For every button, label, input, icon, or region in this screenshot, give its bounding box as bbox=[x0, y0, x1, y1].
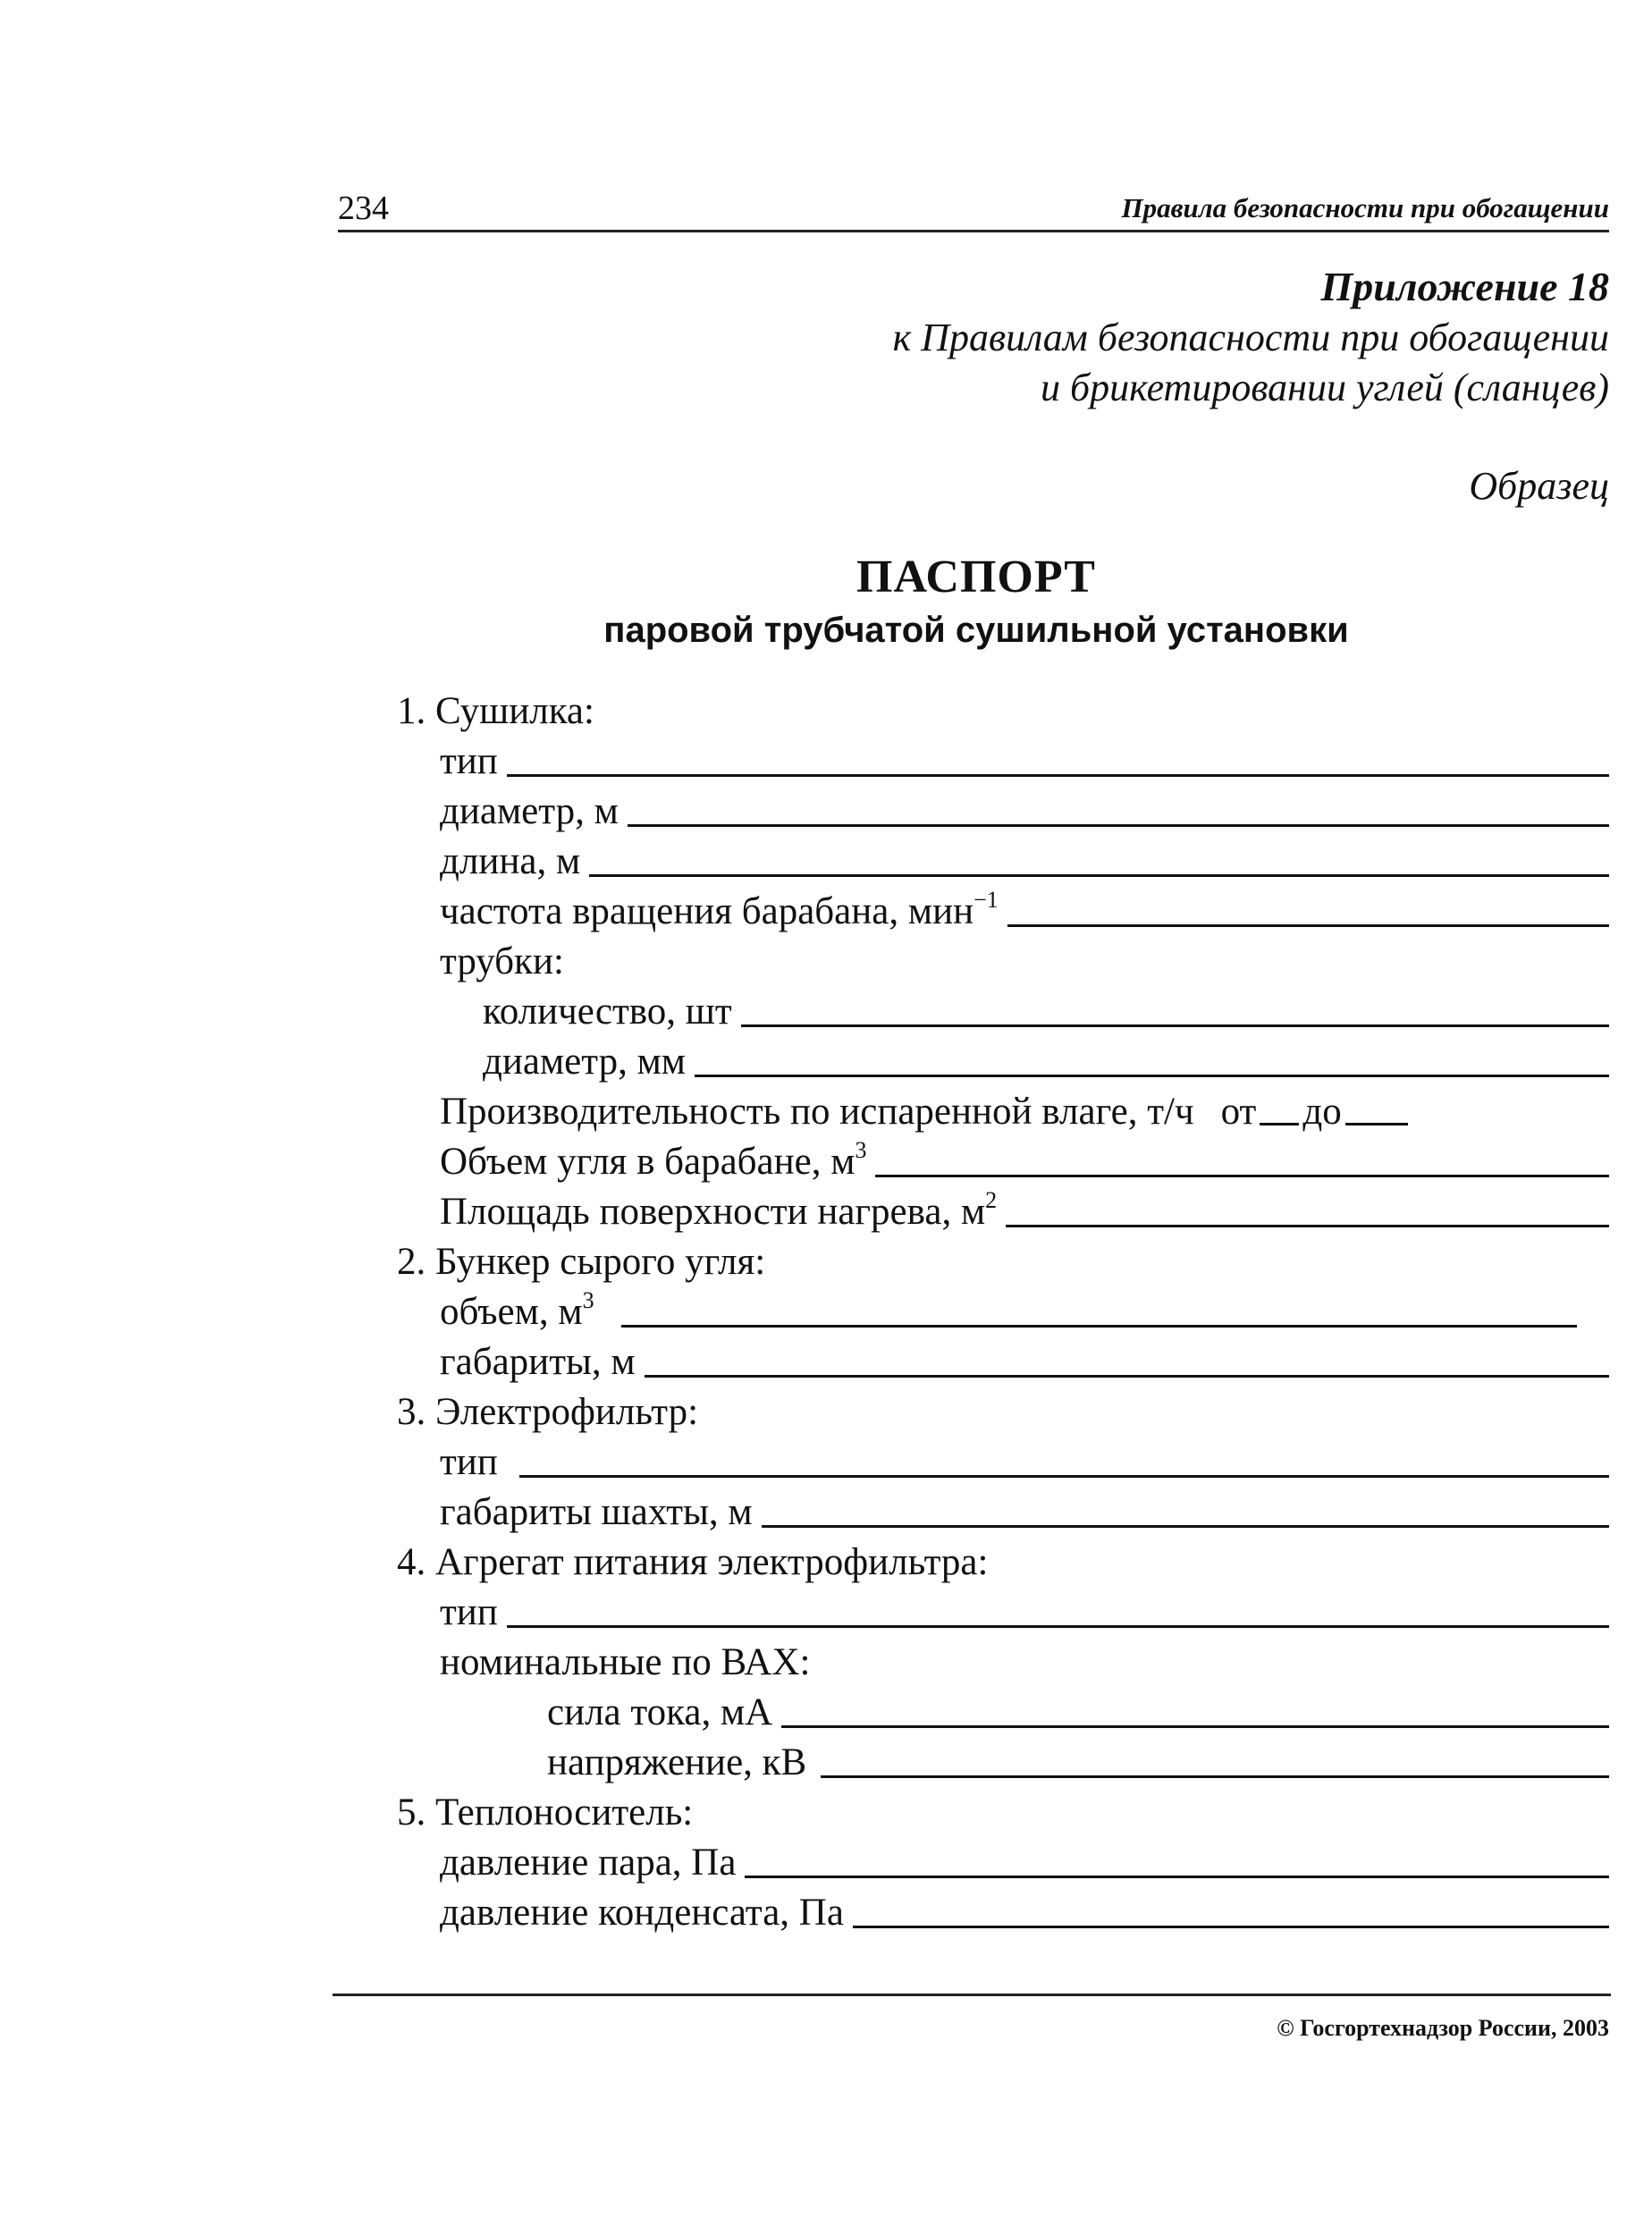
sample-label: Образец bbox=[1469, 464, 1609, 508]
shaft-dimensions-field[interactable] bbox=[762, 1525, 1609, 1528]
field-label: диаметр, м bbox=[440, 790, 619, 832]
appendix-line-1: к Правилам безопасности при обогащении bbox=[892, 316, 1609, 359]
field-label: тип bbox=[440, 1591, 498, 1633]
unit-exponent: 2 bbox=[985, 1187, 998, 1213]
range-to-label: до bbox=[1302, 1091, 1342, 1133]
productivity-row bbox=[440, 1084, 1609, 1134]
filter-type-field[interactable] bbox=[519, 1475, 1609, 1478]
condensate-pressure-field[interactable] bbox=[853, 1926, 1609, 1928]
bunker-volume-field[interactable] bbox=[621, 1325, 1577, 1328]
bunker-dimensions-field[interactable] bbox=[645, 1375, 1609, 1378]
bunker-volume-row bbox=[440, 1285, 1577, 1335]
bunker-dimensions-row bbox=[440, 1335, 1609, 1385]
field-label: Объем угля в барабане, м bbox=[440, 1141, 856, 1183]
field-label: Производительность по испаренной влаге, т/ч bbox=[440, 1091, 1194, 1133]
field-label: габариты, м bbox=[440, 1341, 636, 1383]
drum-rotation-row bbox=[440, 884, 1609, 934]
section-3-heading: 3. Электрофильтр: bbox=[397, 1391, 699, 1433]
productivity-to-field[interactable] bbox=[1345, 1116, 1408, 1125]
coal-volume-row bbox=[440, 1134, 1609, 1184]
field-label: количество, шт bbox=[483, 991, 732, 1033]
steam-pressure-row bbox=[440, 1835, 1609, 1885]
section-2-heading: 2. Бункер сырого угля: bbox=[397, 1241, 766, 1283]
tubes-heading: трубки: bbox=[440, 940, 564, 982]
unit-exponent: 3 bbox=[855, 1137, 867, 1163]
copyright-notice: © Госгортехнадзор России, 2003 bbox=[1277, 2015, 1609, 2041]
field-label: тип bbox=[440, 740, 498, 782]
section-1-heading: 1. Сушилка: bbox=[397, 690, 594, 732]
field-label: давление конденсата, Па bbox=[440, 1892, 844, 1934]
tubes-diameter-field[interactable] bbox=[695, 1075, 1609, 1077]
voltage-field[interactable] bbox=[821, 1775, 1609, 1778]
field-label: напряжение, кВ bbox=[547, 1741, 807, 1783]
field-label: объем, м bbox=[440, 1291, 583, 1333]
field-label: тип bbox=[440, 1441, 498, 1483]
field-label: диаметр, мм bbox=[483, 1041, 687, 1083]
unit-exponent: −1 bbox=[974, 887, 999, 913]
coal-volume-field[interactable] bbox=[875, 1175, 1609, 1177]
shaft-dimensions-row bbox=[440, 1485, 1609, 1535]
page-number: 234 bbox=[338, 190, 389, 227]
dryer-diameter-field[interactable] bbox=[628, 824, 1609, 827]
power-unit-type-row bbox=[440, 1585, 1609, 1635]
running-header bbox=[338, 183, 1609, 232]
running-title: Правила безопасности при обогащении bbox=[1121, 192, 1609, 223]
dryer-type-field[interactable] bbox=[507, 774, 1609, 777]
field-label: Площадь поверхности нагрева, м bbox=[440, 1191, 986, 1233]
unit-exponent: 3 bbox=[582, 1287, 594, 1313]
document-subtitle: паровой трубчатой сушильной установки bbox=[603, 611, 1349, 650]
voltage-row bbox=[547, 1735, 1609, 1785]
field-label: длина, м bbox=[440, 840, 581, 882]
filter-type-row bbox=[440, 1435, 1609, 1485]
field-label: сила тока, мА bbox=[547, 1691, 773, 1733]
field-label: габариты шахты, м bbox=[440, 1491, 753, 1533]
field-label: частота вращения барабана, мин bbox=[440, 890, 974, 932]
tubes-diameter-row bbox=[483, 1034, 1609, 1084]
condensate-pressure-row bbox=[440, 1885, 1609, 1935]
range-from-label: от bbox=[1220, 1091, 1257, 1133]
document-title: ПАСПОРТ bbox=[856, 552, 1096, 603]
productivity-from-field[interactable] bbox=[1260, 1116, 1299, 1125]
dryer-diameter-row bbox=[440, 784, 1609, 834]
appendix-title: Приложение 18 bbox=[1320, 264, 1609, 309]
section-5-heading: 5. Теплоноситель: bbox=[397, 1791, 694, 1834]
field-label: давление пара, Па bbox=[440, 1842, 737, 1884]
heating-area-field[interactable] bbox=[1006, 1225, 1609, 1227]
nominal-heading: номинальные по ВАХ: bbox=[440, 1641, 811, 1683]
appendix-line-2: и брикетировании углей (сланцев) bbox=[1040, 366, 1609, 409]
tubes-count-row bbox=[483, 984, 1609, 1034]
heating-area-row bbox=[440, 1184, 1609, 1235]
current-row bbox=[547, 1685, 1609, 1735]
steam-pressure-field[interactable] bbox=[745, 1876, 1609, 1878]
tubes-count-field[interactable] bbox=[741, 1024, 1609, 1027]
section-4-heading: 4. Агрегат питания электрофильтра: bbox=[397, 1541, 989, 1583]
footer-rule bbox=[333, 1994, 1611, 1996]
dryer-type-row bbox=[440, 734, 1609, 784]
current-field[interactable] bbox=[781, 1725, 1609, 1728]
appendix-reference bbox=[893, 261, 1609, 413]
drum-rotation-field[interactable] bbox=[1007, 924, 1609, 927]
power-unit-type-field[interactable] bbox=[507, 1625, 1609, 1628]
dryer-length-row bbox=[440, 834, 1609, 884]
dryer-length-field[interactable] bbox=[589, 874, 1609, 877]
